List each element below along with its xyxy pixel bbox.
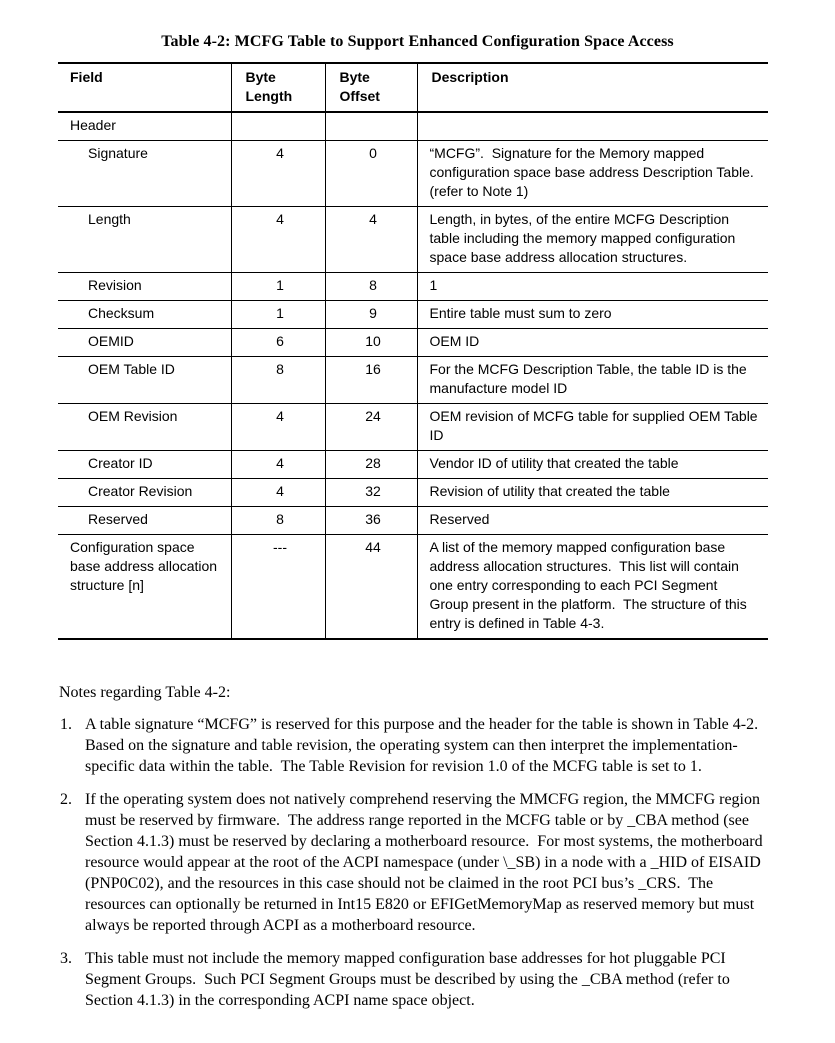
byte-length-cell: 4 (231, 206, 325, 272)
table-row (58, 329, 768, 357)
table-row (58, 206, 768, 272)
description-cell: 1 (417, 273, 768, 301)
note-item (58, 714, 770, 777)
note-text: If the operating system does not natively comprehend reserving the MMCFG region, the MMCFG region must be reserved by firmware. The address range reported in the MCFG table or by _CBA method (see Section 4.1.3) must be reserved by declaring a motherboard resource. For most systems, the motherboard resource would appear at the root of the ACPI namespace (under \_SB) in a node with a _HID of EISAID (PNP0C02), and the resources in this case should not be claimed in the root PCI bus’s _CRS. The resources can optionally be returned in Int15 E820 or EFIGetMemoryMap as reserved memory but must always be reported through ACPI as a motherboard resource. (85, 791, 767, 935)
description-cell (417, 112, 768, 141)
note-number: 3. (60, 950, 72, 968)
table-row (58, 479, 768, 507)
byte-offset-cell: 8 (325, 273, 417, 301)
table-row (58, 273, 768, 301)
table-row (58, 451, 768, 479)
table-row (58, 301, 768, 329)
table-row (58, 357, 768, 404)
column-header-byte-length: Byte Length (231, 63, 325, 112)
byte-length-cell: --- (231, 535, 325, 640)
byte-offset-cell: 0 (325, 140, 417, 206)
byte-offset-cell: 44 (325, 535, 417, 640)
field-cell: Creator Revision (58, 479, 231, 507)
field-cell: OEMID (58, 329, 231, 357)
field-cell: Revision (58, 273, 231, 301)
description-cell: “MCFG”. Signature for the Memory mapped configuration space base address Description Table. (refer to Note 1) (417, 140, 768, 206)
byte-length-cell: 1 (231, 273, 325, 301)
description-cell: OEM revision of MCFG table for supplied OEM Table ID (417, 404, 768, 451)
byte-length-cell: 8 (231, 507, 325, 535)
column-header-field: Field (58, 63, 231, 112)
description-cell: Vendor ID of utility that created the table (417, 451, 768, 479)
table-caption: Table 4-2: MCFG Table to Support Enhanced Configuration Space Access (161, 33, 674, 50)
note-number: 1. (60, 716, 72, 734)
byte-offset-cell: 28 (325, 451, 417, 479)
byte-length-cell: 4 (231, 404, 325, 451)
byte-offset-cell (325, 112, 417, 141)
note-text: A table signature “MCFG” is reserved for this purpose and the header for the table is shown in Table 4-2. Based on the signature and table revision, the operating system can then interpret the implementation-specific data within the table. The Table Revision for revision 1.0 of the MCFG table is set to 1. (85, 716, 767, 776)
byte-length-cell: 8 (231, 357, 325, 404)
description-cell: Length, in bytes, of the entire MCFG Description table including the memory mapped configuration space base address allocation structures. (417, 206, 768, 272)
byte-offset-cell: 16 (325, 357, 417, 404)
byte-offset-cell: 4 (325, 206, 417, 272)
notes-heading: Notes regarding Table 4-2: (59, 684, 231, 702)
field-cell: Checksum (58, 301, 231, 329)
field-cell: Configuration space base address allocation structure [n] (58, 535, 231, 640)
field-cell: Header (70, 116, 116, 133)
byte-length-cell: 4 (231, 479, 325, 507)
byte-offset-cell: 24 (325, 404, 417, 451)
table-row (58, 140, 768, 206)
description-cell: Revision of utility that created the table (417, 479, 768, 507)
table-header-row (58, 63, 768, 112)
field-cell: Signature (58, 140, 231, 206)
table-row (58, 404, 768, 451)
table-row (58, 535, 768, 640)
byte-offset-cell: 36 (325, 507, 417, 535)
mcfg-table (58, 62, 768, 640)
field-cell: Reserved (58, 507, 231, 535)
field-cell: OEM Table ID (58, 357, 231, 404)
table-row (58, 507, 768, 535)
byte-offset-cell: 10 (325, 329, 417, 357)
byte-length-cell: 6 (231, 329, 325, 357)
notes-section (58, 682, 770, 1011)
field-cell: OEM Revision (58, 404, 231, 451)
note-item (58, 789, 770, 936)
table-row (58, 112, 768, 141)
note-number: 2. (60, 791, 72, 809)
description-cell: Reserved (417, 507, 768, 535)
field-cell: Creator ID (58, 451, 231, 479)
byte-offset-cell: 9 (325, 301, 417, 329)
description-cell: OEM ID (417, 329, 768, 357)
byte-length-cell: 4 (231, 140, 325, 206)
column-header-description: Description (417, 63, 768, 112)
byte-offset-cell: 32 (325, 479, 417, 507)
table-body (58, 112, 768, 640)
note-item (58, 948, 770, 1011)
note-text: This table must not include the memory mapped configuration base addresses for hot pluggable PCI Segment Groups. Such PCI Segment Groups must be described by using the _CBA method (refer to Section 4.1.3) in the corresponding ACPI name space object. (85, 950, 734, 1010)
column-header-byte-offset: Byte Offset (325, 63, 417, 112)
notes-list (58, 714, 770, 1011)
byte-length-cell: 1 (231, 301, 325, 329)
byte-length-cell (231, 112, 325, 141)
description-cell: A list of the memory mapped configuration base address allocation structures. This list will contain one entry corresponding to each PCI Segment Group present in the platform. The structure of this entry is defined in Table 4-3. (417, 535, 768, 640)
byte-length-cell: 4 (231, 451, 325, 479)
description-cell: For the MCFG Description Table, the table ID is the manufacture model ID (417, 357, 768, 404)
field-cell: Length (58, 206, 231, 272)
description-cell: Entire table must sum to zero (417, 301, 768, 329)
